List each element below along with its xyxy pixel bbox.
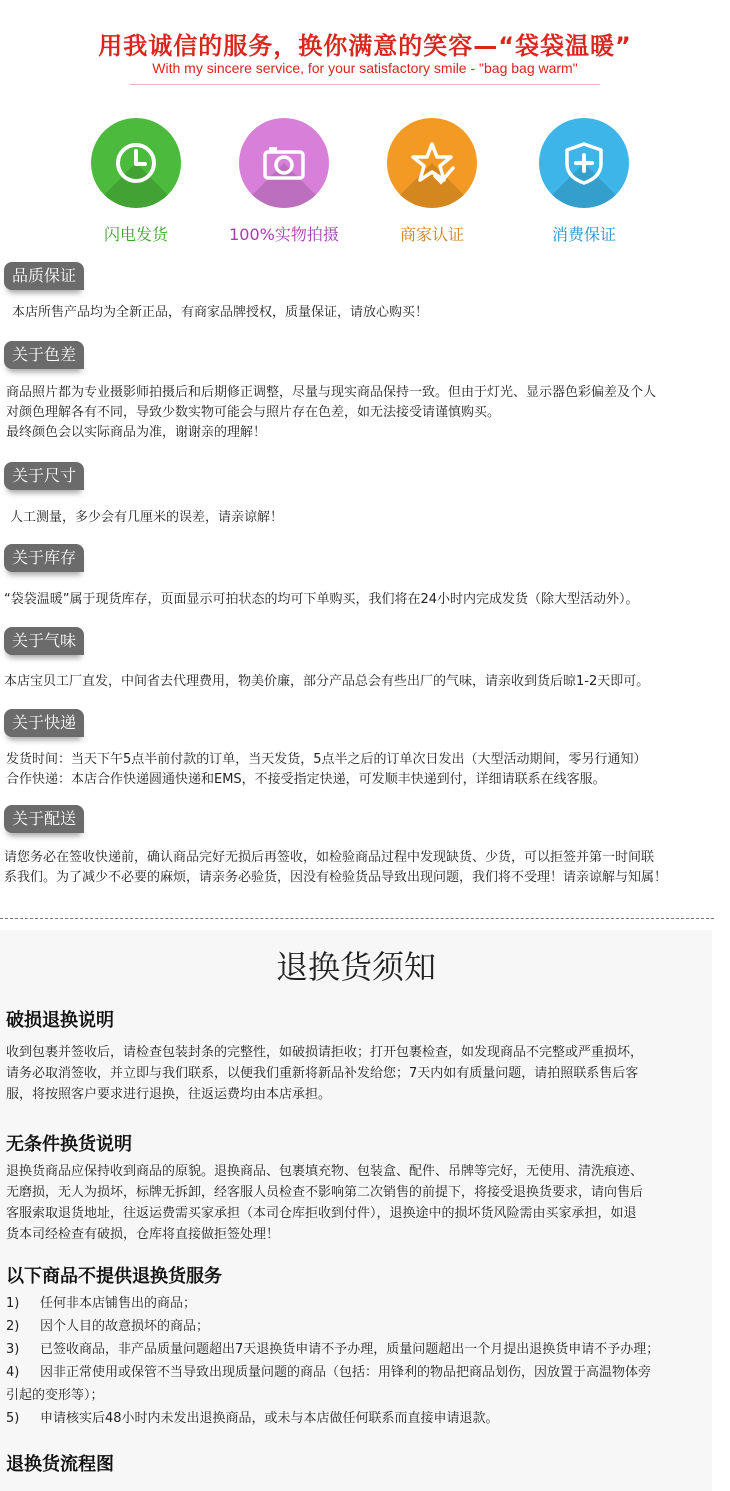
- section-text-size: [10, 508, 710, 528]
- badge-label: 闪电发货: [103, 225, 168, 244]
- damage-heading: 破损退换说明: [6, 1010, 114, 1031]
- text-line: 最终颜色会以实际商品为准，谢谢亲的理解！: [6, 425, 267, 440]
- list-text: 因个人目的故意损坏的商品；: [40, 1319, 210, 1334]
- section-text-color-difference: [6, 383, 706, 443]
- list-number: 4): [6, 1365, 20, 1380]
- section-tag-quality: 品质保证: [4, 262, 84, 290]
- text-line: 发货时间：当天下午5点半前付款的订单，当天发货，5点半之后的订单次日发出（大型活动期间，零另行通知）: [6, 752, 647, 767]
- section-tag-courier: 关于快递: [4, 709, 84, 737]
- badge-fast-shipping: [66, 118, 206, 245]
- dashed-divider: [0, 918, 714, 919]
- section-tag-delivery: 关于配送: [4, 805, 84, 833]
- shield-plus-icon: [559, 138, 609, 188]
- list-text: 任何非本店铺售出的商品；: [40, 1296, 197, 1311]
- badge-label: 商家认证: [399, 225, 464, 244]
- camera-icon: [259, 138, 309, 188]
- badge-circle: [539, 118, 629, 208]
- list-text: 已签收商品，非产品质量问题超出7天退换货申请不予办理，质量问题超出一个月提出退换货申请不予办理；: [40, 1342, 660, 1357]
- excluded-list: [6, 1292, 696, 1430]
- text-line: 合作快递：本店合作快递圆通快递和EMS，不接受指定快递，可发顺丰快递到付，详细请联系在线客服。: [6, 772, 606, 787]
- text-line: 系我们。为了减少不必要的麻烦，请亲务必验货，因没有检验货品导致出现问题，我们将不受理！请亲谅解与知属！: [4, 870, 668, 885]
- section-tag-stock: 关于库存: [4, 544, 84, 572]
- section-tag-size: 关于尺寸: [4, 462, 84, 490]
- list-text: 申请核实后48小时内未发出退换商品，或未与本店做任何联系而直接申请退款。: [40, 1411, 499, 1426]
- list-text: 因非正常使用或保管不当导致出现质量问题的商品（包括：用锋利的物品把商品划伤，因放置于高温物体旁: [40, 1365, 652, 1380]
- text-line: 退换货商品应保持收到商品的原貌。退换商品、包裹填充物、包装盒、配件、吊牌等完好，无使用、清洗痕迹、: [6, 1164, 644, 1179]
- returns-title: 退换货须知: [275, 948, 436, 986]
- text-line: 货本司经检查有破损，仓库将直接做拒签处理！: [6, 1227, 280, 1242]
- text-line: 收到包裹并签收后，请检查包装封条的完整性，如破损请拒收；打开包裹检查，如发现商品不完整或严重损坏，: [6, 1045, 644, 1060]
- badge-real-photos: [214, 118, 354, 245]
- star-check-icon: [407, 138, 457, 188]
- list-number: 2): [6, 1319, 20, 1334]
- text-line: 服，将按照客户要求进行退换，往返运费均由本店承担。: [6, 1087, 332, 1102]
- badge-circle: [387, 118, 477, 208]
- returns-notice: [0, 930, 712, 1491]
- text-line: 人工测量，多少会有几厘米的误差，请亲谅解！: [10, 510, 284, 525]
- list-number: 3): [6, 1342, 20, 1357]
- text-line: 对颜色理解各有不同，导致少数实物可能会与照片存在色差，如无法接受请谨慎购买。: [6, 405, 501, 420]
- page-header: [0, 0, 730, 96]
- text-line: 无磨损，无人为损坏，标牌无拆卸，经客服人员检查不影响第二次销售的前提下，将接受退换货要求，请向售后: [6, 1185, 644, 1200]
- section-text-quality: [12, 303, 712, 323]
- clock-icon: [111, 138, 161, 188]
- text-line: “袋袋温暖”属于现货库存，页面显示可拍状态的均可下单购买，我们将在24小时内完成发货（除大型活动外）。: [4, 592, 639, 607]
- text-line: 本店宝贝工厂直发，中间省去代理费用，物美价廉，部分产品总会有些出厂的气味，请亲收到货后晾1-2天即可。: [4, 674, 650, 689]
- unconditional-text: [6, 1161, 696, 1245]
- list-item: [6, 1407, 696, 1430]
- list-item: [6, 1338, 696, 1361]
- text-line: 本店所售产品均为全新正品，有商家品牌授权，质量保证，请放心购买！: [12, 305, 429, 320]
- list-item: [6, 1315, 696, 1338]
- badge-label: 100%实物拍摄: [229, 225, 339, 244]
- badge-label: 消费保证: [551, 225, 616, 244]
- list-item: [6, 1384, 696, 1407]
- section-text-stock: [4, 590, 704, 610]
- excluded-heading: 以下商品不提供退换货服务: [6, 1266, 222, 1287]
- list-number: 5): [6, 1411, 20, 1426]
- section-tag-odor: 关于气味: [4, 627, 84, 655]
- list-item: [6, 1292, 696, 1315]
- page-title: 用我诚信的服务，换你满意的笑容—“袋袋温暖”: [98, 32, 632, 60]
- text-line: 请务必取消签收，并立即与我们联系，以便我们重新将新品补发给您；7天内如有质量问题，请拍照联系售后客: [6, 1066, 639, 1081]
- section-tag-color-difference: 关于色差: [4, 341, 84, 369]
- service-badges: [0, 112, 730, 252]
- badge-circle: [91, 118, 181, 208]
- flow-heading: 退换货流程图: [6, 1454, 114, 1475]
- unconditional-heading: 无条件换货说明: [6, 1134, 132, 1155]
- text-line: 请您务必在签收快递前，确认商品完好无损后再签收，如检验商品过程中发现缺货、少货，可以拒签并第一时间联: [4, 850, 655, 865]
- page-subtitle: With my sincere service, for your satisfactory smile - "bag bag warm": [152, 60, 578, 76]
- badge-consumer-guarantee: [514, 118, 654, 245]
- section-text-courier: [6, 750, 706, 790]
- text-line: 客服索取退货地址，往返运费需买家承担（本司仓库拒收到付件），退换途中的损坏货风险需由买家承担，如退: [6, 1206, 637, 1221]
- badge-merchant-certified: [362, 118, 502, 245]
- badge-circle: [239, 118, 329, 208]
- section-text-odor: [4, 672, 704, 692]
- header-divider: [130, 84, 600, 85]
- damage-text: [6, 1042, 696, 1105]
- section-text-delivery: [4, 848, 704, 888]
- list-number: 1): [6, 1296, 20, 1311]
- list-item: [6, 1361, 696, 1384]
- list-text: 引起的变形等）；: [6, 1388, 104, 1403]
- text-line: 商品照片都为专业摄影师拍摄后和后期修正调整，尽量与现实商品保持一致。但由于灯光、显示器色彩偏差及个人: [6, 385, 657, 400]
